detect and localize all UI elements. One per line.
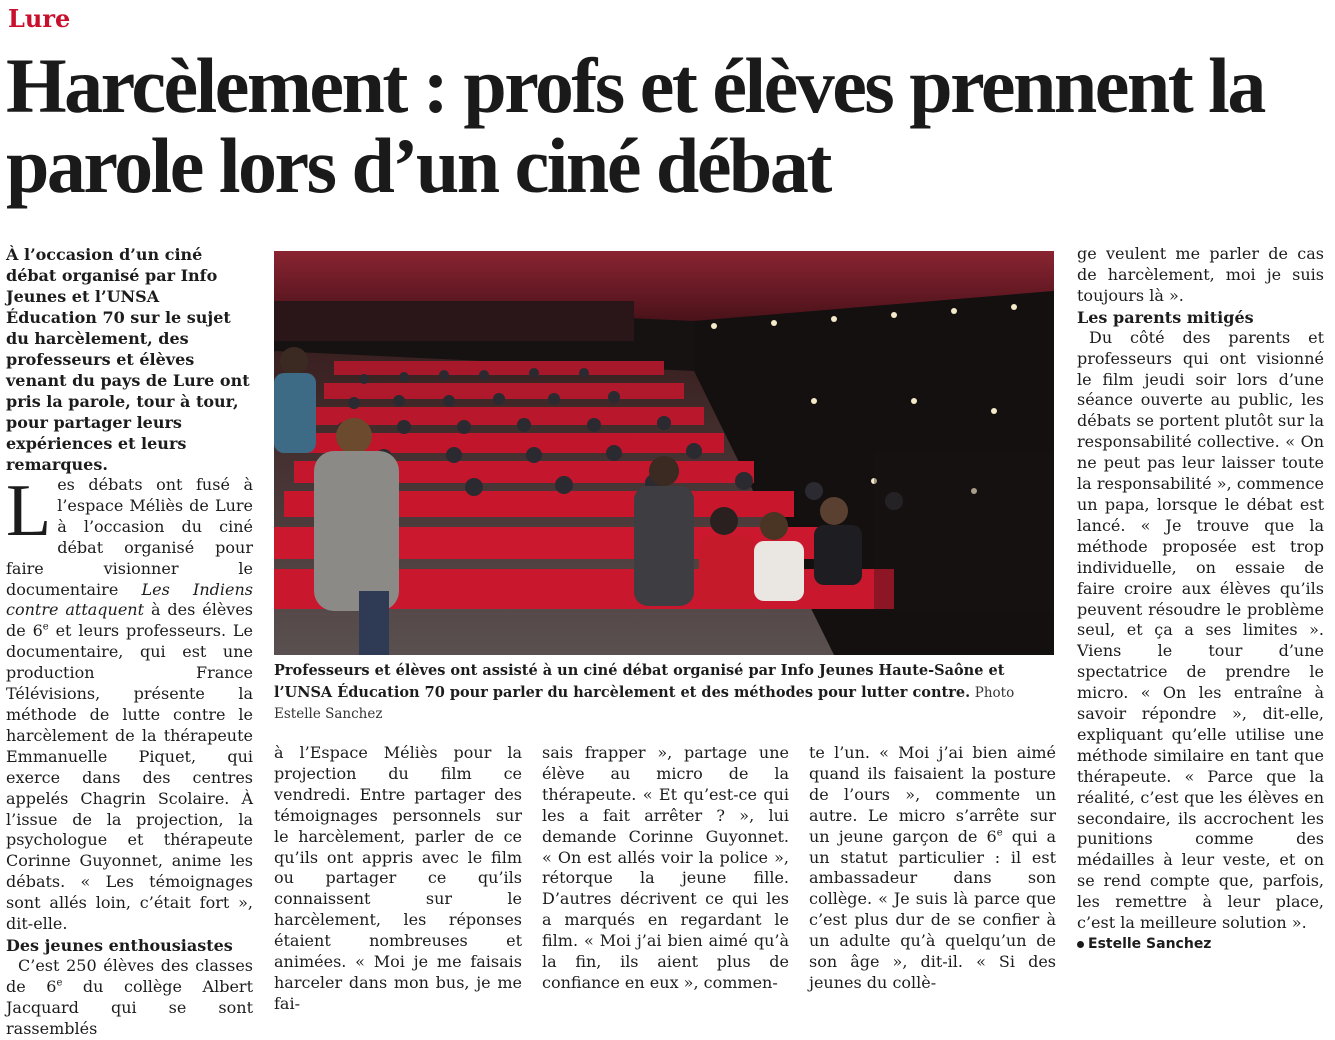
body-paragraph-6: ge veulent me parler de cas de harcèlement, moi je suis toujours là ». bbox=[1077, 244, 1324, 305]
subhead-enthusiastic: Des jeunes enthousiastes bbox=[6, 935, 233, 955]
author-signature bbox=[1077, 934, 1324, 955]
drop-cap: L bbox=[6, 470, 52, 552]
cinema-photo bbox=[274, 251, 1054, 655]
article-column-3 bbox=[542, 743, 789, 994]
article-lead: À l’occasion d’un ciné débat organisé par Info Jeunes et l’UNSA Éducation 70 sur le sujet du harcèlement, des professeurs et élèves venant du pays de Lure ont pris la parole, tour à tour, pour partager leurs expériences et leurs remarques. bbox=[6, 245, 250, 474]
body-text: te l’un. « Moi j’ai bien aimé quand ils faisaient la posture de l’ours », commente un autre. Le micro s’arrête sur un jeune garçon de 6 bbox=[809, 743, 1056, 846]
body-paragraph-4: sais frapper », partage une élève au micro de la thérapeute. « Et qu’est-ce qui les a fait arrêter ? », lui demande Corinne Guyonnet. « On est allés voir la police », rétorque la jeune fille. D’autres décrivent ce qui les a marqués en regardant le film. « Moi j’ai bien aimé qu’à la fin, ils aient plus de confiance en eux », commen- bbox=[542, 743, 789, 992]
film-title: Les Indiens contre attaquent bbox=[6, 579, 254, 620]
body-text: qui a un statut particulier : il est ambassadeur dans son collège. « Je suis là parce que c’est plus dur de se confier à un adulte qu’à quelqu’un de son âge », dit-il. « Si des jeunes du collè- bbox=[809, 826, 1057, 992]
body-paragraph-1 bbox=[6, 470, 254, 935]
bullet-dot-icon bbox=[1077, 941, 1084, 948]
article-column-4 bbox=[809, 743, 1056, 994]
body-text: es débats ont fusé à l’espace Méliès de Lure à l’occasion du ciné débat organisé pour faire visionner le documentaire bbox=[6, 475, 253, 599]
section-rubric: Lure bbox=[8, 4, 71, 33]
subhead-parents: Les parents mitigés bbox=[1077, 307, 1254, 327]
body-text: à des élèves de 6 bbox=[6, 600, 253, 641]
body-paragraph-5 bbox=[809, 743, 1056, 994]
article-column-2 bbox=[274, 743, 522, 1015]
body-text: du collège Albert Jacquard qui se sont rassemblés bbox=[6, 976, 253, 1038]
article-headline: Harcèlement : profs et élèves prennent la parole lors d’un ciné débat bbox=[6, 42, 1264, 209]
photo-credit: Photo Estelle Sanchez bbox=[274, 685, 1015, 722]
author-name: Estelle Sanchez bbox=[1088, 936, 1212, 952]
cinema-hall-illustration bbox=[274, 251, 1054, 655]
body-text: et leurs professeurs. Le documentaire, qui est une production France Télévisions, présente la méthode de lutte contre le harcèlement de la thérapeute Emmanuelle Piquet, qui exerce dans des centres appelés Chagrin Scolaire. À l’issue de la projection, la psychologue et thérapeute Corinne Guyonnet, anime les débats. « Les témoignages sont allés loin, c’était fort », dit-elle. bbox=[6, 621, 254, 934]
body-paragraph-7: Du côté des parents et professeurs qui ont visionné le film jeudi soir lors d’une séance ouverte au public, les débats se portent plutôt sur la responsabilité collective. « On ne peut pas leur laisser toute la responsabilité », commence un papa, lorsque le débat est lancé. « Je trouve que la méthode proposée est trop individuelle, on essaie de faire croire aux élèves qu’ils peuvent résoudre le problème seul, et ça a ses limites ». Viens le tour d’une spectatrice de prendre le micro. « On les entraîne à savoir répondre », dit-elle, expliquant qu’elle utilise une méthode similaire en tant que thérapeute. « Parce que la réalité, c’est que les élèves en secondaire, ils accrochent les punitions comme des médailles à leur veste, et on se rend compte que, parfois, les remettre à leur place, c’est la meilleure solution ». bbox=[1077, 327, 1324, 933]
photo-caption bbox=[274, 660, 1054, 725]
body-paragraph-2 bbox=[6, 956, 253, 1040]
article-column-1 bbox=[6, 244, 253, 1040]
article-column-5 bbox=[1077, 244, 1324, 955]
ordinal-superscript: e bbox=[56, 977, 63, 989]
caption-text: Professeurs et élèves ont assisté à un ciné débat organisé par Info Jeunes Haute-Saône et l’UNSA Éducation 70 pour parler du harcèlement et des méthodes pour lutter contre. bbox=[274, 662, 1005, 701]
ordinal-superscript: e bbox=[996, 827, 1003, 839]
body-text: C’est 250 élèves des classes de 6 bbox=[6, 955, 253, 996]
body-paragraph-3: à l’Espace Méliès pour la projection du film ce vendredi. Entre partager des témoignages personnels sur le harcèlement, parler de ce qu’ils ont appris avec le film ou partager ce qu’ils connaissent sur le harcèlement, les réponses étaient nombreuses et animées. « Moi je me faisais harceler dans mon bus, je me fai- bbox=[274, 743, 522, 1013]
ordinal-superscript: e bbox=[42, 622, 49, 634]
